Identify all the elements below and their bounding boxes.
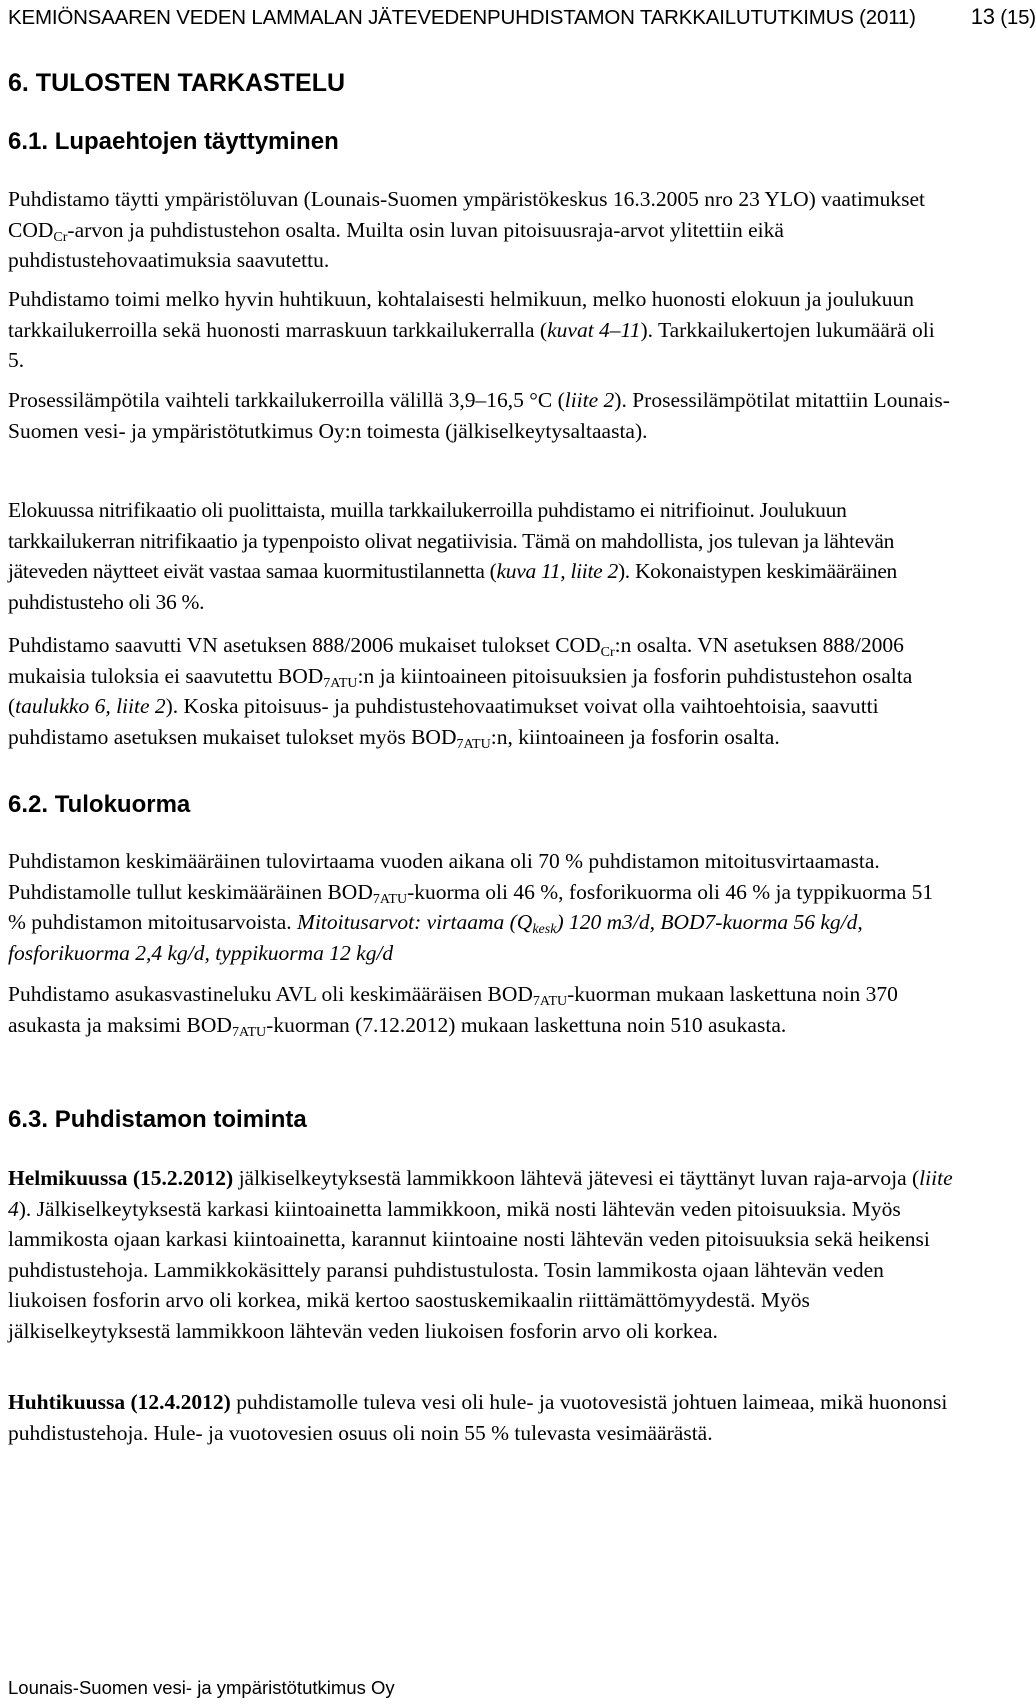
paragraph-incoming-load: Puhdistamon keskimääräinen tulovirtaama vuoden aikana oli 70 % puhdistamon mitoitusvirtaamasta. Puhdistamolle tullut keskimääräinen $BOD_{7ATU}$-kuorma oli 46 %, fosforikuorma oli 46 % ja typpikuorma 51 % puhdistamon mitoitusarvoista. Mitoitusarvot: virtaama $(Q_{kesk})$ 120 m3/d, BOD7-kuorma 56 kg/d, fosforikuorma 2,4 kg/d, typpikuorma 12 kg/d — [8, 849, 934, 965]
paragraph-nitrification: Elokuussa nitrifikaatio oli puolittaista, muilla tarkkailukerroilla puhdistamo ei nitrifioinut. Joulukuun tarkkailukerran nitrifikaatio ja typenpoisto olivat negatiivisia. Tämä on mahdollista, jos tulevan ja lähtevän jäteveden näytteet eivät vastaa samaa kuormitustilannetta (kuva 11, liite 2). Kokonaistypen keskimääräinen puhdistusteho oli 36 %. — [8, 498, 898, 614]
page-total: (15) — [1000, 6, 1036, 29]
paragraph-plant-performance: Puhdistamo toimi melko hyvin huhtikuun, kohtalaisesti helmikuun, melko huonosti elokuun ja joulukuun tarkkailukerroilla sekä huonosti marraskuun tarkkailukerralla (kuvat 4–11). Tarkkailukertojen lukumäärä oli 5. — [8, 287, 935, 372]
page-footer: Lounais-Suomen vesi- ja ympäristötutkimus Oy — [8, 1677, 395, 1698]
paragraph-decree-results: Puhdistamo saavutti VN asetuksen 888/2006 mukaiset tulokset $COD_{Cr}:n$ osalta. VN asetuksen 888/2006 mukaisia tuloksia ei saavutettu $BOD_{7ATU}:n$ ja kiintoaineen pitoisuuksien ja fosforin puhdistustehon osalta (taulukko 6, liite 2). Koska pitoisuus- ja puhdistustehovaatimukset voivat olla vaihtoehtoisia, saavutti puhdistamo asetuksen mukaiset tulokset myös $BOD_{7ATU}:n$, kiintoaineen ja fosforin osalta. — [8, 633, 913, 752]
paragraph-population-equivalent: Puhdistamo asukasvastineluku AVL oli keskimääräisen $BOD_{7ATU}$-kuorman mukaan laskettuna noin 370 asukasta ja maksimi $BOD_{7ATU}$-kuorman (7.12.2012) mukaan laskettuna noin 510 asukasta. — [8, 982, 898, 1040]
section-6-3-title: 6.3. Puhdistamon toiminta — [8, 1106, 307, 1133]
page-number: 13 — [970, 4, 995, 29]
section-6-title: 6. TULOSTEN TARKASTELU — [8, 69, 346, 97]
section-6-1-title: 6.1. Lupaehtojen täyttyminen — [8, 128, 339, 155]
running-header — [8, 4, 1036, 30]
paragraph-april: Huhtikuussa (12.4.2012) puhdistamolle tuleva vesi oli hule- ja vuotovesistä johtuen laimeaa, mikä huononsi puhdistustehoja. Hule- ja vuotovesien osuus oli noin 55 % tulevasta vesimäärästä. — [8, 1390, 948, 1445]
paragraph-process-temperature: Prosessilämpötila vaihteli tarkkailukerroilla välillä 3,9–16,5 °C (liite 2). Prosessilämpötilat mitattiin Lounais-Suomen vesi- ja ympäristötutkimus Oy:n toimesta (jälkiselkeytysaltaasta). — [8, 388, 950, 443]
section-6-2-title: 6.2. Tulokuorma — [8, 791, 191, 818]
header-title: KEMIÖNSAAREN VEDEN LAMMALAN JÄTEVEDENPUHDISTAMON TARKKAILUTUTKIMUS (2011) — [8, 6, 916, 29]
paragraph-february: Helmikuussa (15.2.2012) jälkiselkeytyksestä lammikkoon lähtevä jätevesi ei täyttänyt luvan raja-arvoja (liite 4). Jälkiselkeytyksestä karkasi kiintoainetta lammikkoon, mikä nosti lähtevän veden pitoisuuksia. Myös lammikosta ojaan karkasi kiintoainetta, karannut kiintoaine nosti lähtevän veden pitoisuuksia sekä heikensi puhdistustehoja. Lammikkokäsittely paransi puhdistustulosta. Tosin lammikosta ojaan lähtevän veden liukoisen fosforin arvo oli korkea, mikä kertoo saostuskemikaalin riittämättömyydestä. Myös jälkiselkeytyksestä lammikkoon lähtevän veden liukoisen fosforin arvo oli korkea. — [8, 1166, 953, 1343]
paragraph-permit-compliance: Puhdistamo täytti ympäristöluvan (Lounais-Suomen ympäristökeskus 16.3.2005 nro 23 YLO) vaatimukset $COD_{Cr}$-arvon ja puhdistustehon osalta. Muilta osin luvan pitoisuusraja-arvot ylitettiin eikä puhdistustehovaatimuksia saavutettu. — [8, 187, 926, 272]
